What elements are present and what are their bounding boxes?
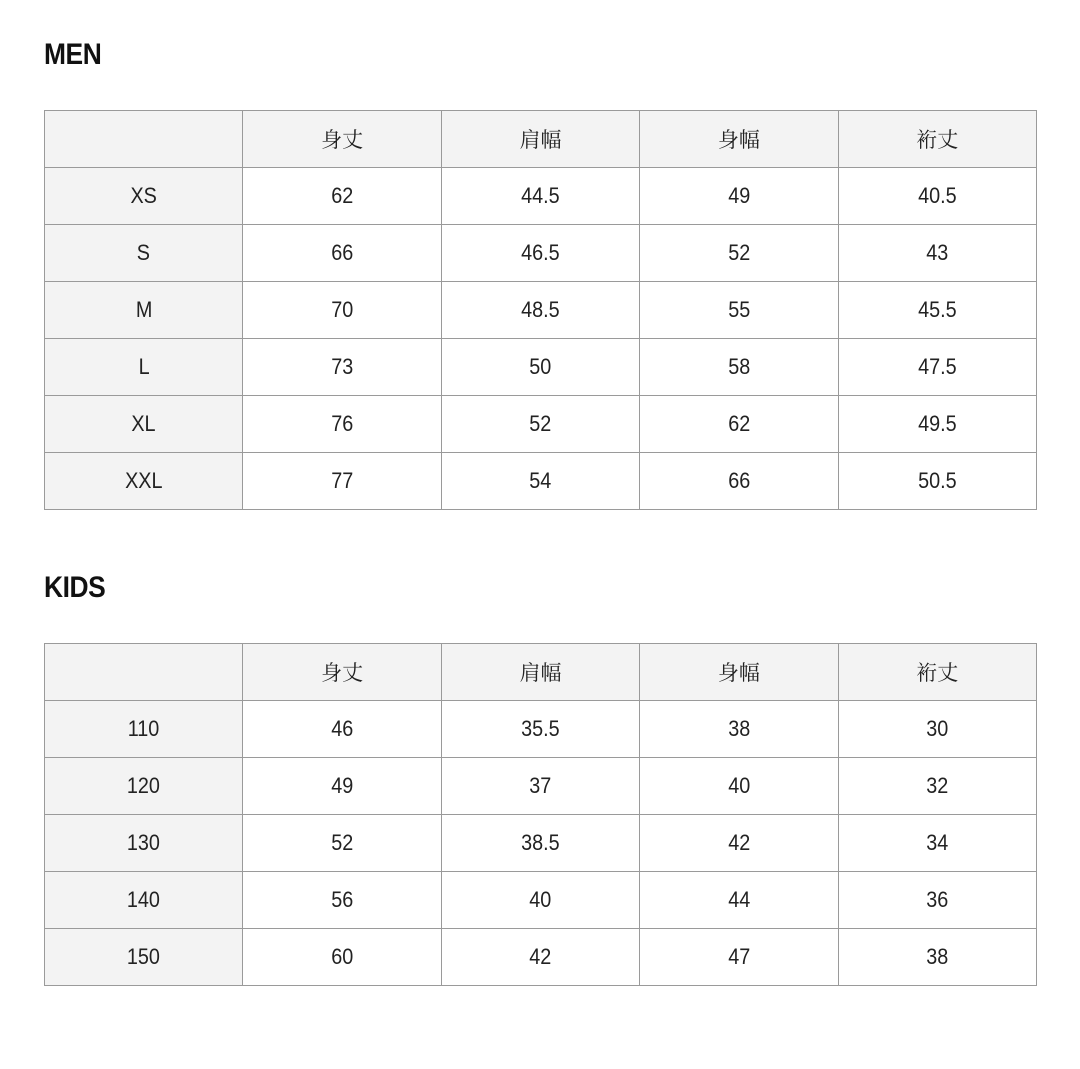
measurement-value: 36 [926, 887, 949, 912]
measurement-value: 30 [926, 716, 949, 741]
measurement-cell [838, 396, 1036, 453]
size-label: 140 [127, 887, 161, 912]
column-header: 肩幅 [441, 111, 639, 168]
kids-size-table [44, 643, 1037, 986]
table-row [45, 872, 1037, 929]
measurement-value: 70 [331, 297, 354, 322]
measurement-cell [640, 453, 838, 510]
size-label-cell [45, 396, 243, 453]
size-label-cell [45, 282, 243, 339]
measurement-value: 38 [727, 716, 750, 741]
measurement-cell [640, 339, 838, 396]
header-corner-cell [45, 111, 243, 168]
measurement-cell [838, 453, 1036, 510]
size-label: XS [130, 183, 157, 208]
measurement-value: 45.5 [918, 297, 957, 322]
measurement-value: 49 [727, 183, 750, 208]
measurement-value: 40 [727, 773, 750, 798]
measurement-cell [838, 168, 1036, 225]
measurement-cell [243, 396, 441, 453]
measurement-value: 76 [331, 411, 354, 436]
size-label: XL [131, 411, 156, 436]
measurement-value: 37 [529, 773, 552, 798]
measurement-cell [243, 701, 441, 758]
size-label: 110 [127, 716, 160, 741]
measurement-value: 35.5 [521, 716, 560, 741]
measurement-value: 40 [529, 887, 552, 912]
size-label-cell [45, 758, 243, 815]
header-row [45, 644, 1037, 701]
table-row [45, 225, 1037, 282]
measurement-cell [441, 225, 639, 282]
size-label-cell [45, 225, 243, 282]
column-header: 身丈 [243, 111, 441, 168]
measurement-value: 34 [926, 830, 949, 855]
table-row [45, 168, 1037, 225]
measurement-value: 54 [529, 468, 552, 493]
measurement-cell [441, 929, 639, 986]
measurement-cell [243, 282, 441, 339]
measurement-value: 50.5 [918, 468, 957, 493]
measurement-cell [243, 872, 441, 929]
measurement-value: 52 [529, 411, 552, 436]
measurement-value: 49.5 [918, 411, 957, 436]
table-row [45, 929, 1037, 986]
column-header: 肩幅 [441, 644, 639, 701]
measurement-cell [640, 815, 838, 872]
size-label: S [137, 240, 151, 265]
measurement-cell [243, 453, 441, 510]
measurement-cell [838, 872, 1036, 929]
size-label: XXL [124, 468, 163, 493]
measurement-cell [441, 815, 639, 872]
size-label-cell [45, 872, 243, 929]
table-row [45, 815, 1037, 872]
measurement-cell [640, 872, 838, 929]
measurement-cell [243, 929, 441, 986]
table-row [45, 396, 1037, 453]
measurement-value: 52 [727, 240, 750, 265]
column-header: 裄丈 [838, 644, 1036, 701]
size-label: 150 [127, 944, 161, 969]
measurement-value: 38.5 [521, 830, 560, 855]
measurement-cell [640, 929, 838, 986]
size-label: L [138, 354, 150, 379]
size-label: 120 [127, 773, 161, 798]
table-row [45, 339, 1037, 396]
measurement-cell [441, 872, 639, 929]
measurement-cell [243, 339, 441, 396]
measurement-cell [838, 701, 1036, 758]
table-row [45, 453, 1037, 510]
measurement-cell [243, 168, 441, 225]
measurement-value: 46.5 [521, 240, 560, 265]
measurement-value: 42 [727, 830, 750, 855]
size-label-cell [45, 929, 243, 986]
men-size-table [44, 110, 1037, 510]
measurement-cell [441, 701, 639, 758]
measurement-value: 48.5 [521, 297, 560, 322]
measurement-value: 32 [926, 773, 949, 798]
measurement-value: 52 [331, 830, 354, 855]
measurement-cell [838, 339, 1036, 396]
measurement-value: 73 [331, 354, 354, 379]
measurement-value: 49 [331, 773, 354, 798]
measurement-cell [640, 701, 838, 758]
measurement-value: 50 [529, 354, 552, 379]
measurement-value: 66 [727, 468, 750, 493]
measurement-cell [441, 282, 639, 339]
measurement-cell [441, 396, 639, 453]
measurement-cell [441, 168, 639, 225]
measurement-value: 47 [727, 944, 750, 969]
column-header: 裄丈 [838, 111, 1036, 168]
measurement-cell [640, 225, 838, 282]
measurement-value: 42 [529, 944, 552, 969]
measurement-cell [640, 758, 838, 815]
measurement-value: 58 [727, 354, 750, 379]
size-label-cell [45, 453, 243, 510]
measurement-value: 55 [727, 297, 750, 322]
kids-section-title: KIDS [44, 571, 106, 604]
measurement-cell [441, 339, 639, 396]
size-label-cell [45, 815, 243, 872]
header-row [45, 111, 1037, 168]
size-label-cell [45, 339, 243, 396]
measurement-cell [441, 453, 639, 510]
column-header: 身幅 [640, 111, 838, 168]
measurement-value: 66 [331, 240, 354, 265]
measurement-value: 46 [331, 716, 354, 741]
measurement-value: 60 [331, 944, 354, 969]
measurement-cell [838, 758, 1036, 815]
size-label-cell [45, 168, 243, 225]
measurement-value: 40.5 [918, 183, 957, 208]
measurement-cell [838, 815, 1036, 872]
measurement-value: 56 [331, 887, 354, 912]
measurement-value: 44.5 [521, 183, 560, 208]
measurement-value: 38 [926, 944, 949, 969]
measurement-value: 62 [727, 411, 750, 436]
measurement-value: 43 [926, 240, 949, 265]
measurement-cell [640, 168, 838, 225]
measurement-cell [640, 396, 838, 453]
table-row [45, 282, 1037, 339]
column-header: 身幅 [640, 644, 838, 701]
measurement-cell [838, 282, 1036, 339]
measurement-cell [243, 225, 441, 282]
measurement-cell [243, 815, 441, 872]
measurement-cell [640, 282, 838, 339]
table-row [45, 701, 1037, 758]
header-corner-cell [45, 644, 243, 701]
men-section-title: MEN [44, 38, 102, 71]
measurement-cell [838, 929, 1036, 986]
size-label: M [135, 297, 152, 322]
measurement-cell [243, 758, 441, 815]
measurement-value: 62 [331, 183, 354, 208]
table-row [45, 758, 1037, 815]
column-header: 身丈 [243, 644, 441, 701]
measurement-cell [838, 225, 1036, 282]
size-label: 130 [127, 830, 161, 855]
measurement-cell [441, 758, 639, 815]
measurement-value: 44 [727, 887, 750, 912]
measurement-value: 47.5 [918, 354, 957, 379]
measurement-value: 77 [331, 468, 354, 493]
size-label-cell [45, 701, 243, 758]
